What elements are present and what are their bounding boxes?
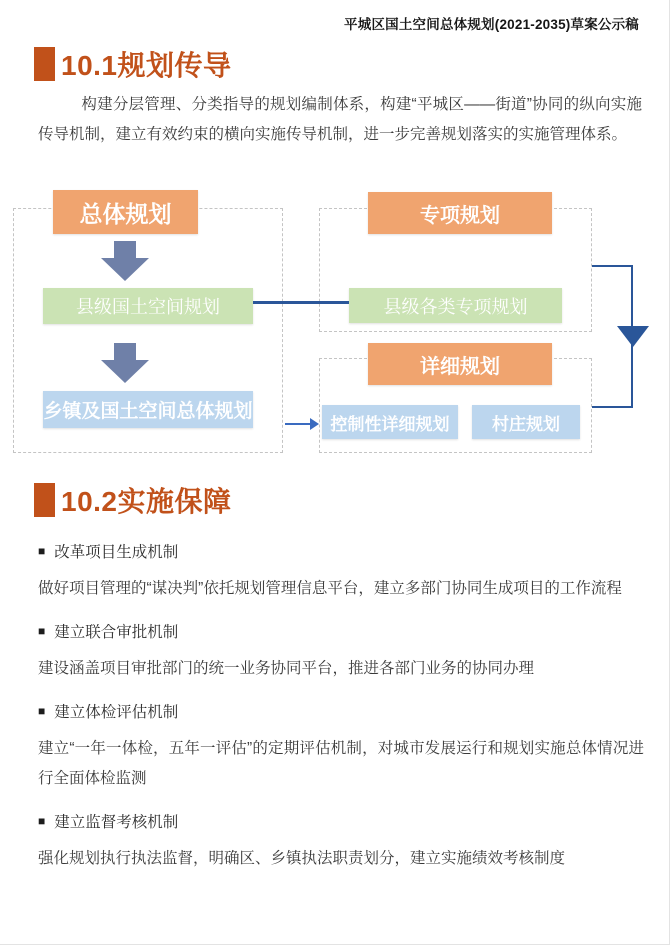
item-heading-text: 建立监督考核机制 (54, 814, 179, 831)
special-to-detailed-connector-bottom (592, 406, 633, 408)
county-to-special-connector (253, 301, 349, 304)
regulatory-detailed-plan-box: 控制性详细规划 (322, 405, 458, 439)
township-plan-box: 乡镇及国土空间总体规划 (43, 391, 253, 428)
detailed-plan-box: 详细规划 (368, 343, 552, 385)
section-marker (34, 483, 55, 517)
item-heading-text: 建立联合审批机制 (54, 624, 179, 641)
section-10-1-paragraph: 构建分层管理、分类指导的规划编制体系，构建“平城区——街道”协同的纵向实施传导机制，建立有效约束的横向实施传导机制，进一步完善规划落实的实施管理体系。 (38, 96, 642, 143)
down-triangle-icon (617, 326, 649, 347)
list-item-heading (38, 700, 644, 722)
township-to-regulatory-connector (285, 423, 311, 425)
special-plan-box: 专项规划 (368, 192, 552, 234)
list-item-heading (38, 540, 644, 562)
special-to-detailed-connector-top (592, 265, 633, 267)
section-title-text: 10.2实施保障 (61, 486, 232, 517)
county-special-plans-box: 县级各类专项规划 (349, 288, 562, 323)
list-item-heading (38, 810, 644, 832)
implementation-guarantee-list (38, 524, 644, 890)
down-arrow-icon (101, 343, 149, 383)
section-10-2-title (34, 480, 232, 520)
list-item-body: 强化规划执行执法监督，明确区、乡镇执法职责划分，建立实施绩效考核制度 (38, 850, 566, 867)
list-item-heading (38, 620, 644, 642)
item-heading-text: 改革项目生成机制 (54, 544, 179, 561)
bullet-square-icon: ■ (38, 624, 46, 638)
bullet-square-icon: ■ (38, 544, 46, 558)
list-item-body: 建设涵盖项目审批部门的统一业务协同平台，推进各部门业务的协同办理 (38, 660, 535, 677)
right-arrow-icon (310, 418, 319, 430)
document-header-title: 平城区国土空间总体规划(2021-2035)草案公示稿 (344, 17, 639, 32)
village-plan-box: 村庄规划 (472, 405, 580, 439)
item-heading-text: 建立体检评估机制 (54, 704, 179, 721)
county-plan-box: 县级国土空间规划 (43, 288, 253, 324)
list-item-body: 建立“一年一体检，五年一评估”的定期评估机制，对城市发展运行和规划实施总体情况进行全面体检监测 (38, 740, 644, 787)
list-item-body: 做好项目管理的“谋决判”依托规划管理信息平台，建立多部门协同生成项目的工作流程 (38, 580, 622, 597)
bullet-square-icon: ■ (38, 814, 46, 828)
down-arrow-icon (101, 241, 149, 281)
overall-plan-box: 总体规划 (53, 190, 198, 234)
section-title-text: 10.1规划传导 (61, 50, 232, 81)
bullet-square-icon: ■ (38, 704, 46, 718)
